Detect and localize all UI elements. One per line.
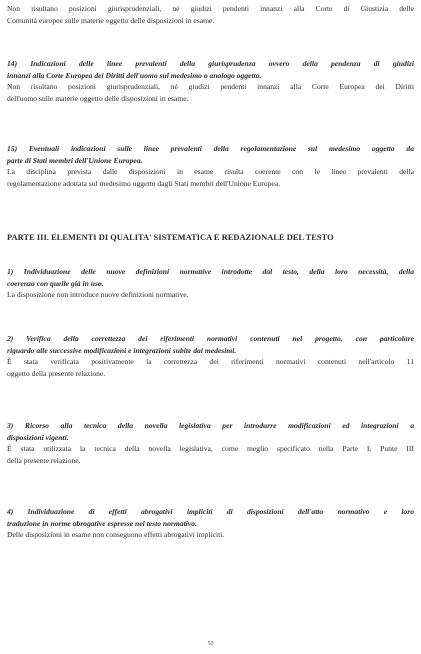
section-title-line: innanzi alla Corte Europea dei Diritti dell'uomo sul medesimo o analogo oggetto. bbox=[7, 70, 262, 80]
section-body-line: dell'uomo sulle materie oggetto delle disposizioni in esame. bbox=[7, 93, 189, 103]
section-body-line: È stata utilizzata la tecnica della novella legislativa, come meglio specificato nella Parte I, Punte III bbox=[7, 444, 414, 454]
section-title-line: disposizioni vigenti. bbox=[7, 432, 69, 442]
part-heading-text: PARTE III. ELEMENTI DI QUALITA' SISTEMATICA E REDAZIONALE DEL TESTO bbox=[7, 233, 334, 242]
section-title-line: 3) Ricorso alla tecnica della novella legislativa per introdurre modificazioni ed integrazioni a bbox=[7, 421, 414, 430]
section-body-line: La disposizione non introduce nuove definizioni normative. bbox=[7, 290, 189, 300]
section-title-line: 4) Individuazione di effetti abrogativi impliciti di disposizioni dell'atto normativo e loro bbox=[7, 507, 414, 516]
section bbox=[7, 506, 414, 541]
section-title-line: traduzione in norme abrogative espresse nel testo normativo. bbox=[7, 518, 197, 528]
section-body-line: oggetto della presente relazione. bbox=[7, 368, 106, 378]
part-heading bbox=[7, 232, 414, 244]
section-title-line: 2) Verifica della correttezza dei riferimenti normativi contenuti nel progetto, con particolare bbox=[7, 334, 414, 343]
section-title-line: 1) Individuazione delle nuove definizioni normative introdotte dal testo, della loro necessità, della bbox=[7, 267, 414, 276]
section-body-line: Non risultano posizioni giurisprudenziali, né giudizi pendenti innanzi alla Corte Europea dei Diritti bbox=[7, 82, 414, 92]
section-body-line: La disciplina prevista dalle disposizioni in esame risulta coerente con le linee prevalenti della bbox=[7, 167, 414, 177]
section-body-line: Comunità europee sulle materie oggetto delle disposizioni in esame. bbox=[7, 15, 215, 25]
section bbox=[7, 3, 414, 26]
section-title-line: 15) Eventuali indicazioni sulle linee prevalenti della regolamentazione sul medesimo oggetto da bbox=[7, 144, 414, 153]
section-title-line: 14) Indicazioni delle linee prevalenti della giurisprudenza ovvero della pendenza di giudizi bbox=[7, 59, 414, 68]
section-body-line: Delle disposizioni in esame non conseguono effetti abrogativi impliciti. bbox=[7, 530, 225, 540]
section bbox=[7, 58, 414, 104]
section-body-line: Non risultano posizioni giurisprudenziali, né giudizi pendenti innanzi alla Corte di Giustizia delle bbox=[7, 4, 414, 13]
section-body-line: regolamentazione adottata sul medesimo oggetto dagli Stati membri dell'Unione Europea. bbox=[7, 178, 280, 188]
section bbox=[7, 266, 414, 301]
page-number: 50 bbox=[207, 641, 214, 647]
section-title-line: coerenza con quelle già in uso. bbox=[7, 278, 104, 288]
section bbox=[7, 420, 414, 466]
section-title-line: riguardo alle successive modificazioni e integrazioni subite dai medesimi. bbox=[7, 345, 237, 355]
section-title-line: parte di Stati membri dell'Unione Europea. bbox=[7, 155, 143, 165]
section bbox=[7, 143, 414, 189]
section-body-line: È stata verificata positivamente la correttezza dei riferimenti normativi contenuti nell'articolo 11 bbox=[7, 357, 414, 367]
section bbox=[7, 333, 414, 379]
section-body-line: della presente relazione. bbox=[7, 455, 81, 465]
